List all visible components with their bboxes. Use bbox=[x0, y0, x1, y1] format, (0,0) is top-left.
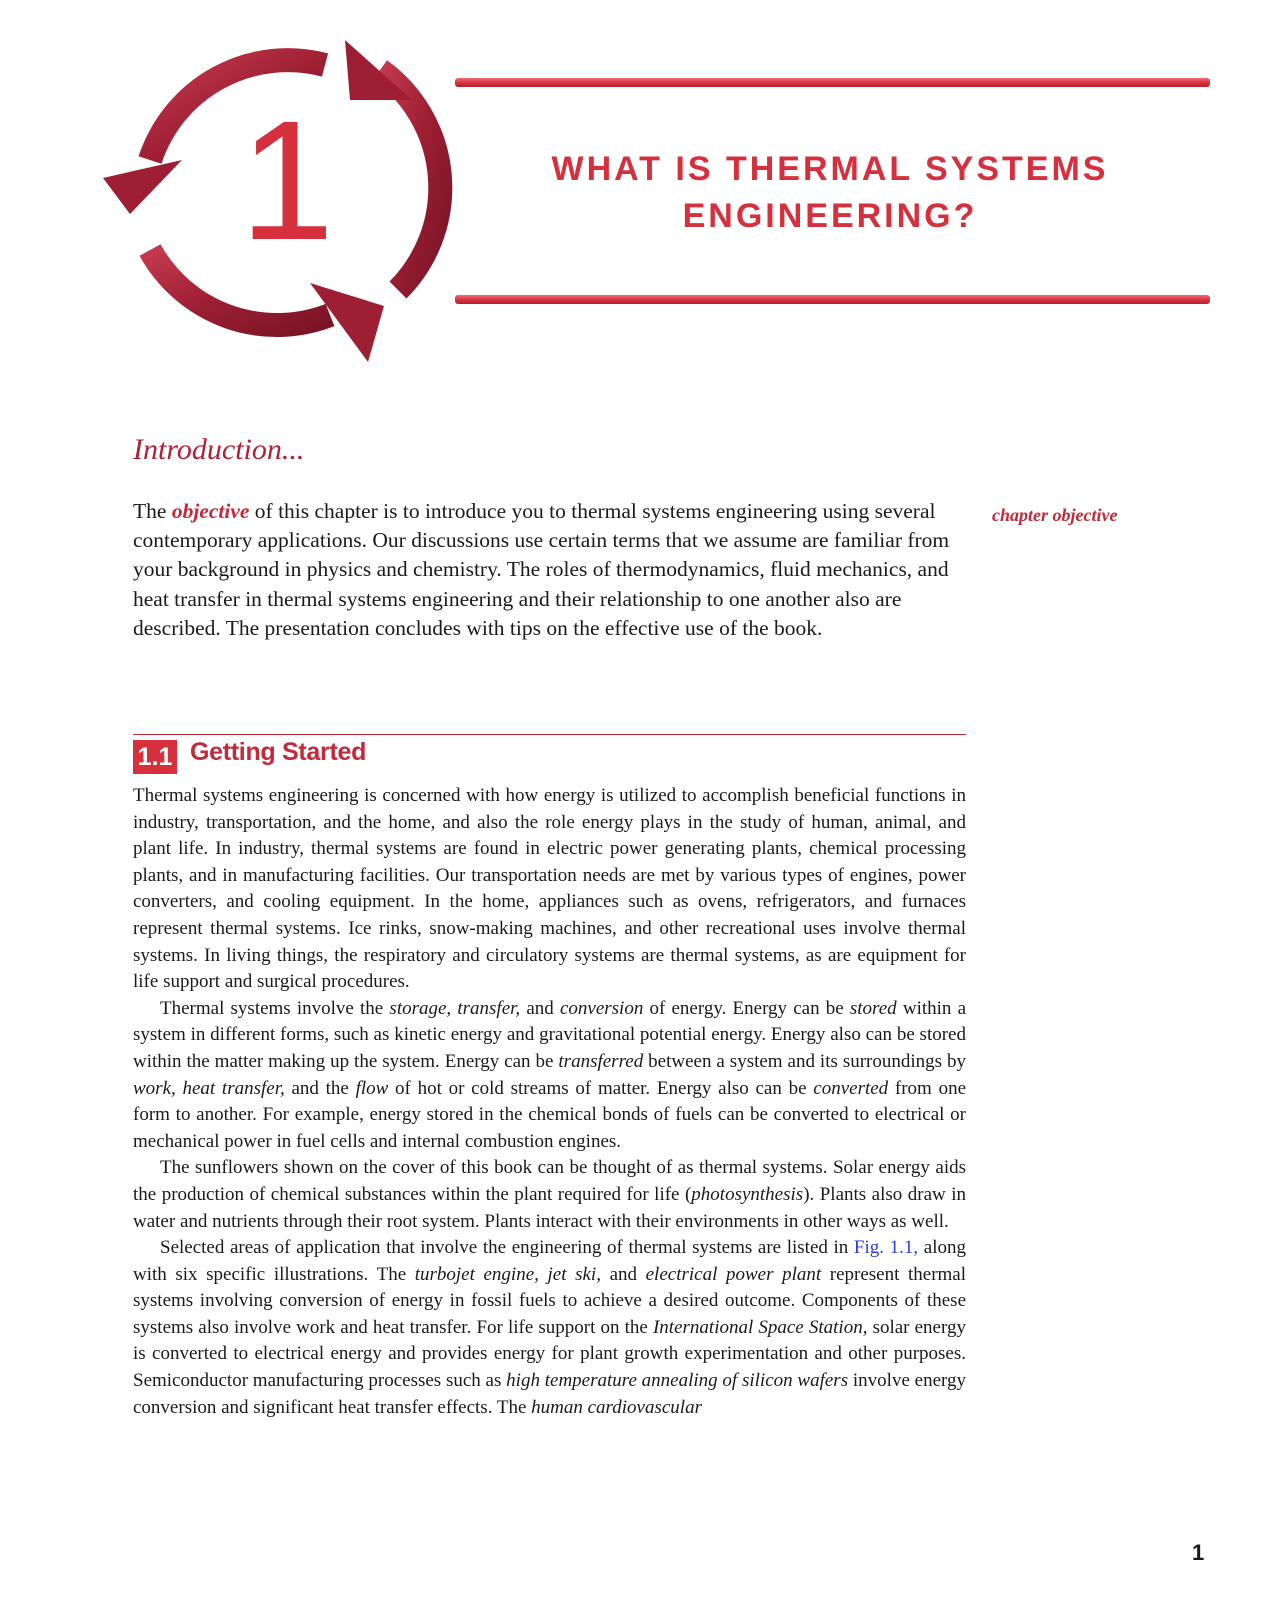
section-body bbox=[133, 783, 966, 1421]
italic-run: International Space Station, bbox=[652, 1316, 868, 1338]
italic-run: flow bbox=[355, 1077, 389, 1099]
text-run: ). Plants also draw in water and nutrients through their root system. Plants interact with their environments in other ways as well. bbox=[133, 1183, 966, 1232]
section-number-badge: 1.1 bbox=[133, 740, 177, 774]
page-number: 1 bbox=[1192, 1540, 1205, 1565]
text-run: solar energy is converted to electrical energy and provides energy for plant growth experimentation and other purposes. Semiconductor manufacturing processes such as bbox=[133, 1316, 966, 1392]
chapter-title-line1: WHAT IS THERMAL SYSTEMS bbox=[551, 150, 1109, 188]
chapter-title-line2: ENGINEERING? bbox=[682, 197, 978, 235]
italic-run: high temperature annealing of silicon wafers bbox=[506, 1370, 849, 1392]
text-run: and bbox=[600, 1263, 646, 1285]
text-run: along with six specific illustrations. The bbox=[133, 1237, 966, 1285]
introduction-heading: Introduction... bbox=[133, 433, 305, 466]
text-run: of energy. Energy can be bbox=[643, 997, 850, 1019]
body-paragraph-4 bbox=[133, 1235, 966, 1421]
margin-note-chapter-objective: chapter objective bbox=[992, 505, 1118, 525]
chapter-title bbox=[540, 146, 1120, 240]
text-run: Selected areas of application that involve the engineering of thermal systems are listed in bbox=[160, 1237, 854, 1259]
text-run: from one form to another. For example, energy stored in the chemical bonds of fuels can be converted to electrical or mechanical power in fuel cells and internal combustion engines. bbox=[133, 1077, 966, 1152]
text-run: of hot or cold streams of matter. Energy also can be bbox=[388, 1077, 814, 1099]
italic-run: storage, transfer, bbox=[389, 997, 521, 1019]
text-run: represent thermal systems involving conversion of energy in fossil fuels to achieve a desired outcome. Components of these systems also involve work and heat transfer. For life support on the bbox=[133, 1263, 967, 1338]
text-run: involve energy conversion and significant heat transfer effects. The bbox=[133, 1370, 967, 1418]
section-rule bbox=[133, 734, 966, 735]
italic-run: photosynthesis bbox=[691, 1183, 804, 1205]
italic-run: human cardiovascular bbox=[531, 1396, 702, 1418]
intro-text-after: of this chapter is to introduce you to thermal systems engineering using several contemporary applications. Our discussions use certain terms that we assume are familiar from your background in physics and chemistry. The roles of thermodynamics, fluid mechanics, and heat transfer in thermal systems engineering and their relationship to one another also are described. The presentation concludes with tips on the effective use of the book. bbox=[133, 499, 950, 640]
figure-1-1-link[interactable]: Fig. 1.1, bbox=[853, 1237, 919, 1259]
italic-run: electrical power plant bbox=[645, 1263, 822, 1285]
header-rule-top bbox=[455, 78, 1210, 87]
italic-run: transferred bbox=[558, 1050, 644, 1072]
text-run: within a system in different forms, such as kinetic energy and gravitational potential energy. Energy also can be stored within the matter making up the system. Energy can be bbox=[133, 997, 967, 1072]
text-run: between a system and its surroundings by bbox=[643, 1050, 966, 1072]
section-title: Getting Started bbox=[190, 738, 367, 766]
text-run: Thermal systems involve the bbox=[160, 997, 390, 1019]
arrowhead-left bbox=[103, 160, 182, 214]
text-run: The sunflowers shown on the cover of this book can be thought of as thermal systems. Solar energy aids the production of chemical substances within the plant required for life ( bbox=[133, 1157, 966, 1205]
objective-keyword: objective bbox=[171, 499, 250, 523]
italic-run: work, heat transfer, bbox=[133, 1077, 285, 1099]
italic-run: stored bbox=[849, 997, 897, 1019]
italic-run: conversion bbox=[559, 997, 644, 1019]
intro-text-before: The bbox=[133, 499, 172, 523]
italic-run: turbojet engine, jet ski, bbox=[414, 1263, 601, 1285]
text-run: and the bbox=[284, 1077, 356, 1099]
chapter-number: 1 bbox=[239, 86, 331, 276]
header-rule-bottom bbox=[455, 295, 1210, 304]
cycle-arrow-right bbox=[380, 70, 440, 290]
body-paragraph-2 bbox=[133, 996, 966, 1156]
text-run: and bbox=[520, 997, 560, 1019]
body-paragraph-3 bbox=[133, 1155, 966, 1235]
body-paragraph-1: Thermal systems engineering is concerned with how energy is utilized to accomplish beneficial functions in industry, transportation, and the home, and also the role energy plays in the study of human, animal, and plant life. In industry, thermal systems are found in electric power generating plants, chemical processing plants, and in manufacturing facilities. Our transportation needs are met by various types of engines, power converters, and cooling equipment. In the home, appliances such as ovens, refrigerators, and furnaces represent thermal systems. Ice rinks, snow-making machines, and other recreational uses involve thermal systems. In living things, the respiratory and circulatory systems are thermal systems, as are equipment for life support and surgical procedures. bbox=[133, 785, 966, 993]
italic-run: converted bbox=[813, 1077, 889, 1099]
introduction-paragraph bbox=[133, 497, 953, 643]
